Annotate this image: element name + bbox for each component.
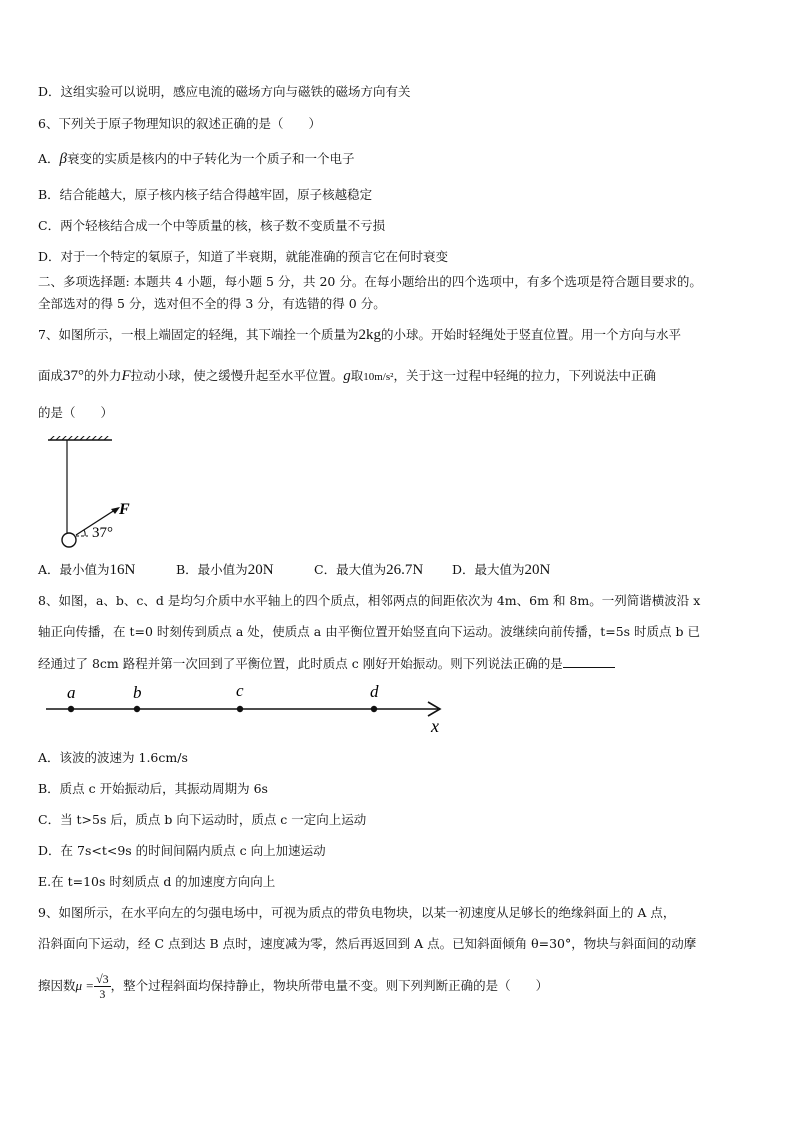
q6-option-a — [38, 151, 355, 167]
label-b: b — [133, 683, 142, 702]
q8-line3-text: 经通过了 8cm 路程并第一次回到了平衡位置，此时质点 c 刚好开始振动。则下列说法正确的是 — [38, 656, 563, 671]
fig-angle-label: 37° — [92, 525, 113, 541]
q9-line1: 9、如图所示，在水平向左的匀强电场中，可视为质点的带负电物块，以某一初速度从足够长的绝缘斜面上的 A 点， — [38, 905, 676, 920]
q7-line2-c: 拉动小球，使之缓慢升起至水平位置。 — [130, 368, 344, 383]
mu-denominator: 3 — [99, 987, 106, 1001]
q8-option-a: A．该波的波速为 1.6cm/s — [38, 750, 188, 765]
q7-option-a — [38, 562, 135, 578]
q7-line1 — [38, 327, 681, 343]
fig-force-label: F — [119, 501, 130, 518]
q8-line2: 轴正向传播，在 t=0 时刻传到质点 a 处，使质点 a 由平衡位置开始竖直向下运动。波继续向前传播，t=5s 时质点 b 已 — [38, 624, 700, 639]
g-symbol: g — [343, 368, 351, 384]
mu-fraction — [94, 972, 111, 1001]
point-b — [134, 706, 140, 712]
q8-option-c: C．当 t>5s 后，质点 b 向下运动时，质点 c 一定向上运动 — [38, 812, 367, 827]
q7-line1-b: 的小球。开始时轻绳处于竖直位置。用一个方向与水平 — [380, 327, 681, 342]
q8-option-e: E.在 t=10s 时刻质点 d 的加速度方向向上 — [38, 874, 276, 889]
q7-option-c-value: 26.7N — [386, 562, 424, 578]
q8-line3 — [38, 655, 615, 672]
q7-option-b — [176, 562, 274, 578]
q7-option-c-prefix: C．最大值为 — [314, 562, 387, 577]
q6-option-a-text: 衰变的实质是核内的中子转化为一个质子和一个电子 — [67, 151, 355, 166]
q7-option-c — [314, 562, 423, 578]
point-a — [68, 706, 74, 712]
label-x: x — [431, 716, 439, 734]
q9-line3 — [38, 972, 548, 1001]
label-c: c — [236, 682, 244, 700]
answer-blank — [563, 655, 615, 668]
q7-option-d-value: 20N — [524, 562, 551, 578]
mu-numerator: √3 — [96, 972, 109, 986]
q6-stem: 6、下列关于原子物理知识的叙述正确的是（ ） — [38, 116, 321, 131]
q7-option-d-prefix: D．最大值为 — [452, 562, 525, 577]
label-d: d — [370, 682, 379, 701]
q9-line3-b: ，整个过程斜面均保持静止，物块所带电量不变。则下列判断正确的是（ ） — [110, 978, 549, 993]
mu-symbol: μ = — [75, 978, 95, 993]
q7-line2-b: 的外力 — [84, 368, 122, 383]
q7-line2 — [38, 368, 656, 385]
q7-option-a-value: 16N — [109, 562, 136, 578]
ball — [62, 533, 76, 547]
q7-figure — [40, 436, 150, 552]
beta-symbol: β — [59, 151, 68, 167]
angle-value: 37° — [63, 368, 85, 384]
q5-option-d: D．这组实验可以说明，感应电流的磁场方向与磁铁的磁场方向有关 — [38, 84, 411, 99]
q7-line2-a: 面成 — [38, 368, 64, 383]
label-a: a — [67, 683, 76, 702]
q7-option-b-prefix: B．最小值为 — [176, 562, 248, 577]
q7-option-d — [452, 562, 550, 578]
q6-option-b: B．结合能越大，原子核内核子结合得越牢固，原子核越稳定 — [38, 187, 373, 202]
q8-option-b: B．质点 c 开始振动后，其振动周期为 6s — [38, 781, 268, 796]
q9-line2: 沿斜面向下运动，经 C 点到达 B 点时，速度减为零，然后再返回到 A 点。已知斜面倾角 θ=30°，物块与斜面间的动摩 — [38, 936, 697, 951]
q7-line2-e: ，关于这一过程中轻绳的拉力，下列说法中正确 — [393, 368, 656, 383]
mass-value: 2kg — [358, 327, 381, 343]
q6-option-c: C．两个轻核结合成一个中等质量的核，核子数不变质量不亏损 — [38, 218, 386, 233]
force-symbol: F — [121, 368, 131, 384]
q6-option-a-prefix: A． — [38, 151, 60, 166]
q7-line2-d: 取 — [350, 368, 364, 383]
q6-option-d: D．对于一个特定的氡原子，知道了半衰期，就能准确的预言它在何时衰变 — [38, 249, 449, 264]
section2-line2: 全部选对的得 5 分，选对但不全的得 3 分，有选错的得 0 分。 — [38, 296, 386, 311]
q8-figure — [40, 682, 460, 734]
q7-option-a-prefix: A．最小值为 — [38, 562, 110, 577]
section2-line1: 二、多项选择题: 本题共 4 小题，每小题 5 分，共 20 分。在每小题给出的四个选项中，有多个选项是符合题目要求的。 — [38, 274, 702, 289]
q7-line3: 的是（ ） — [38, 405, 114, 420]
q8-option-d: D．在 7s<t<9s 的时间间隔内质点 c 向上加速运动 — [38, 843, 326, 858]
q7-line1-a: 7、如图所示，一根上端固定的轻绳，其下端拴一个质量为 — [38, 327, 359, 342]
point-d — [371, 706, 377, 712]
point-c — [237, 706, 243, 712]
q9-line3-a: 擦因数 — [38, 978, 76, 993]
g-value: 10m/s² — [363, 371, 394, 383]
q8-line1: 8、如图，a、b、c、d 是均匀介质中水平轴上的四个质点，相邻两点的间距依次为 4m、6m 和 8m。一列简谐横波沿 x — [38, 593, 701, 608]
q7-option-b-value: 20N — [247, 562, 274, 578]
